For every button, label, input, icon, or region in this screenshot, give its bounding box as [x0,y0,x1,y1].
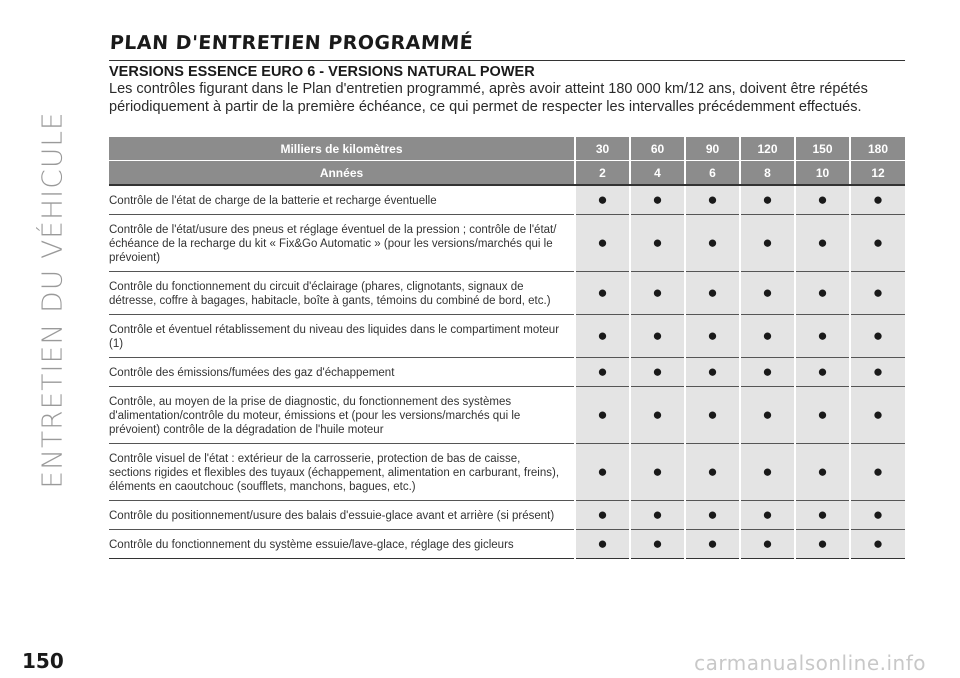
interval-mark-cell [685,387,740,444]
bullet-mark-icon: ● [817,534,828,553]
interval-mark-cell [630,185,685,215]
bullet-mark-icon: ● [652,534,663,553]
interval-mark-cell [575,358,630,387]
bullet-mark-icon: ● [597,190,608,209]
interval-mark-cell [850,215,905,272]
bullet-mark-icon: ● [597,362,608,381]
bullet-mark-icon: ● [872,362,884,381]
bullet-mark-icon: ● [597,283,608,302]
interval-mark-cell [740,185,795,215]
interval-mark-cell [575,530,630,559]
bullet-mark-icon: ● [652,326,663,345]
bullet-mark-icon: ● [707,190,718,209]
bullet-mark-icon: ● [707,362,718,381]
interval-mark-cell [850,444,905,501]
bullet-mark-icon: ● [762,534,773,553]
bullet-mark-icon: ● [817,362,828,381]
bullet-mark-icon: ● [762,362,773,381]
interval-mark-cell [795,315,850,358]
check-item-label: Contrôle du fonctionnement du circuit d'éclairage (phares, clignotants, signaux de détresse, coffre à bagages, habitacle, boîte à gants, témoins du combiné de bord, etc.) [109,272,575,315]
bullet-mark-icon: ● [597,505,608,524]
bullet-mark-icon: ● [817,505,828,524]
interval-mark-cell [740,444,795,501]
page-number: 150 [22,649,64,673]
bullet-mark-icon: ● [817,283,828,302]
bullet-mark-icon: ● [597,233,608,252]
bullet-mark-icon: ● [762,405,773,424]
bullet-mark-icon: ● [872,505,884,524]
km-interval-cell: 30 [575,137,630,161]
interval-mark-cell [850,501,905,530]
check-item-label: Contrôle du positionnement/usure des balais d'essuie-glace avant et arrière (si présent) [109,501,575,530]
interval-mark-cell [795,530,850,559]
interval-mark-cell [630,501,685,530]
section-subtitle: VERSIONS ESSENCE EURO 6 - VERSIONS NATURAL POWER [109,64,535,80]
interval-mark-cell [795,272,850,315]
table-row [109,444,905,501]
interval-mark-cell [740,387,795,444]
check-item-label: Contrôle, au moyen de la prise de diagnostic, du fonctionnement des systèmes d'alimentation/contrôle du moteur, émissions et (pour les versions/marchés qui le prévoient) contrôle de la dégradation de l'huile moteur [109,387,575,444]
section-side-tab: ENTRETIEN DU VÉHICULE [35,111,69,489]
check-item-label: Contrôle des émissions/fumées des gaz d'échappement [109,358,575,387]
interval-mark-cell [795,444,850,501]
interval-mark-cell [850,387,905,444]
bullet-mark-icon: ● [707,233,718,252]
interval-mark-cell [630,315,685,358]
intro-paragraph: Les contrôles figurant dans le Plan d'entretien programmé, après avoir atteint 180 000 km/12 ans, doivent être répétés périodiquement à partir de la première échéance, ce qui permet de respecter les intervalles précédemment effectués. [109,81,868,115]
interval-mark-cell [630,358,685,387]
interval-mark-cell [850,530,905,559]
maintenance-schedule-table [109,137,905,559]
bullet-mark-icon: ● [652,283,663,302]
interval-mark-cell [685,185,740,215]
interval-mark-cell [575,272,630,315]
interval-mark-cell [740,530,795,559]
interval-mark-cell [685,358,740,387]
bullet-mark-icon: ● [762,505,773,524]
bullet-mark-icon: ● [762,190,773,209]
bullet-mark-icon: ● [762,326,773,345]
bullet-mark-icon: ● [597,534,608,553]
bullet-mark-icon: ● [652,405,663,424]
interval-mark-cell [850,185,905,215]
bullet-mark-icon: ● [652,362,663,381]
bullet-mark-icon: ● [817,405,828,424]
bullet-mark-icon: ● [872,283,884,302]
interval-mark-cell [795,387,850,444]
bullet-mark-icon: ● [597,326,608,345]
bullet-mark-icon: ● [707,534,718,553]
table-row [109,358,905,387]
table-row [109,387,905,444]
interval-mark-cell [795,215,850,272]
interval-mark-cell [685,315,740,358]
bullet-mark-icon: ● [817,326,828,345]
interval-mark-cell [575,501,630,530]
km-header-row [109,137,905,161]
bullet-mark-icon: ● [872,233,884,252]
interval-mark-cell [740,358,795,387]
km-header-label: Milliers de kilomètres [109,137,575,161]
bullet-mark-icon: ● [762,462,773,481]
interval-mark-cell [740,215,795,272]
km-interval-cell: 180 [850,137,905,161]
interval-mark-cell [630,387,685,444]
bullet-mark-icon: ● [762,233,773,252]
bullet-mark-icon: ● [652,190,663,209]
bullet-mark-icon: ● [707,505,718,524]
interval-mark-cell [575,315,630,358]
bullet-mark-icon: ● [597,462,608,481]
years-header-row [109,161,905,186]
page-title: PLAN D'ENTRETIEN PROGRAMMÉ [109,32,907,61]
interval-mark-cell [685,272,740,315]
interval-mark-cell [630,215,685,272]
km-interval-cell: 60 [630,137,685,161]
bullet-mark-icon: ● [652,462,663,481]
check-item-label: Contrôle visuel de l'état : extérieur de la carrosserie, protection de bas de caisse, sections rigides et flexibles des tuyaux (échappement, alimentation en carburant, freins), éléments en caoutchouc (soufflets, manchons, bagues, etc.) [109,444,575,501]
years-interval-cell: 10 [795,161,850,186]
interval-mark-cell [740,272,795,315]
bullet-mark-icon: ● [872,534,884,553]
interval-mark-cell [685,215,740,272]
check-item-label: Contrôle de l'état de charge de la batterie et recharge éventuelle [109,185,575,215]
table-row [109,185,905,215]
bullet-mark-icon: ● [597,405,608,424]
check-item-label: Contrôle et éventuel rétablissement du niveau des liquides dans le compartiment moteur (1) [109,315,575,358]
bullet-mark-icon: ● [707,462,718,481]
schedule-body [109,185,905,559]
table-row [109,215,905,272]
interval-mark-cell [575,185,630,215]
bullet-mark-icon: ● [652,233,663,252]
table-row [109,272,905,315]
interval-mark-cell [575,444,630,501]
years-interval-cell: 8 [740,161,795,186]
bullet-mark-icon: ● [817,190,828,209]
check-item-label: Contrôle de l'état/usure des pneus et réglage éventuel de la pression ; contrôle de l'état/échéance de la recharge du kit « Fix&Go Automatic » (pour les versions/marchés qui le prévoient) [109,215,575,272]
bullet-mark-icon: ● [872,190,884,209]
watermark-logo: carmanualsonline.info [694,651,926,675]
bullet-mark-icon: ● [817,233,828,252]
interval-mark-cell [575,215,630,272]
interval-mark-cell [795,185,850,215]
bullet-mark-icon: ● [707,326,718,345]
years-interval-cell: 2 [575,161,630,186]
interval-mark-cell [630,530,685,559]
table-row [109,501,905,530]
km-interval-cell: 120 [740,137,795,161]
interval-mark-cell [850,358,905,387]
years-interval-cell: 6 [685,161,740,186]
interval-mark-cell [685,530,740,559]
table-row [109,530,905,559]
bullet-mark-icon: ● [817,462,828,481]
interval-mark-cell [850,272,905,315]
check-item-label: Contrôle du fonctionnement du système essuie/lave-glace, réglage des gicleurs [109,530,575,559]
interval-mark-cell [575,387,630,444]
interval-mark-cell [850,315,905,358]
interval-mark-cell [740,315,795,358]
interval-mark-cell [685,501,740,530]
table-row [109,315,905,358]
interval-mark-cell [685,444,740,501]
bullet-mark-icon: ● [872,405,884,424]
km-interval-cell: 90 [685,137,740,161]
bullet-mark-icon: ● [872,326,884,345]
years-header-label: Années [109,161,575,186]
bullet-mark-icon: ● [872,462,884,481]
years-interval-cell: 12 [850,161,905,186]
km-interval-cell: 150 [795,137,850,161]
interval-mark-cell [630,444,685,501]
bullet-mark-icon: ● [652,505,663,524]
bullet-mark-icon: ● [707,405,718,424]
interval-mark-cell [795,501,850,530]
bullet-mark-icon: ● [762,283,773,302]
years-interval-cell: 4 [630,161,685,186]
interval-mark-cell [740,501,795,530]
interval-mark-cell [630,272,685,315]
bullet-mark-icon: ● [707,283,718,302]
interval-mark-cell [795,358,850,387]
